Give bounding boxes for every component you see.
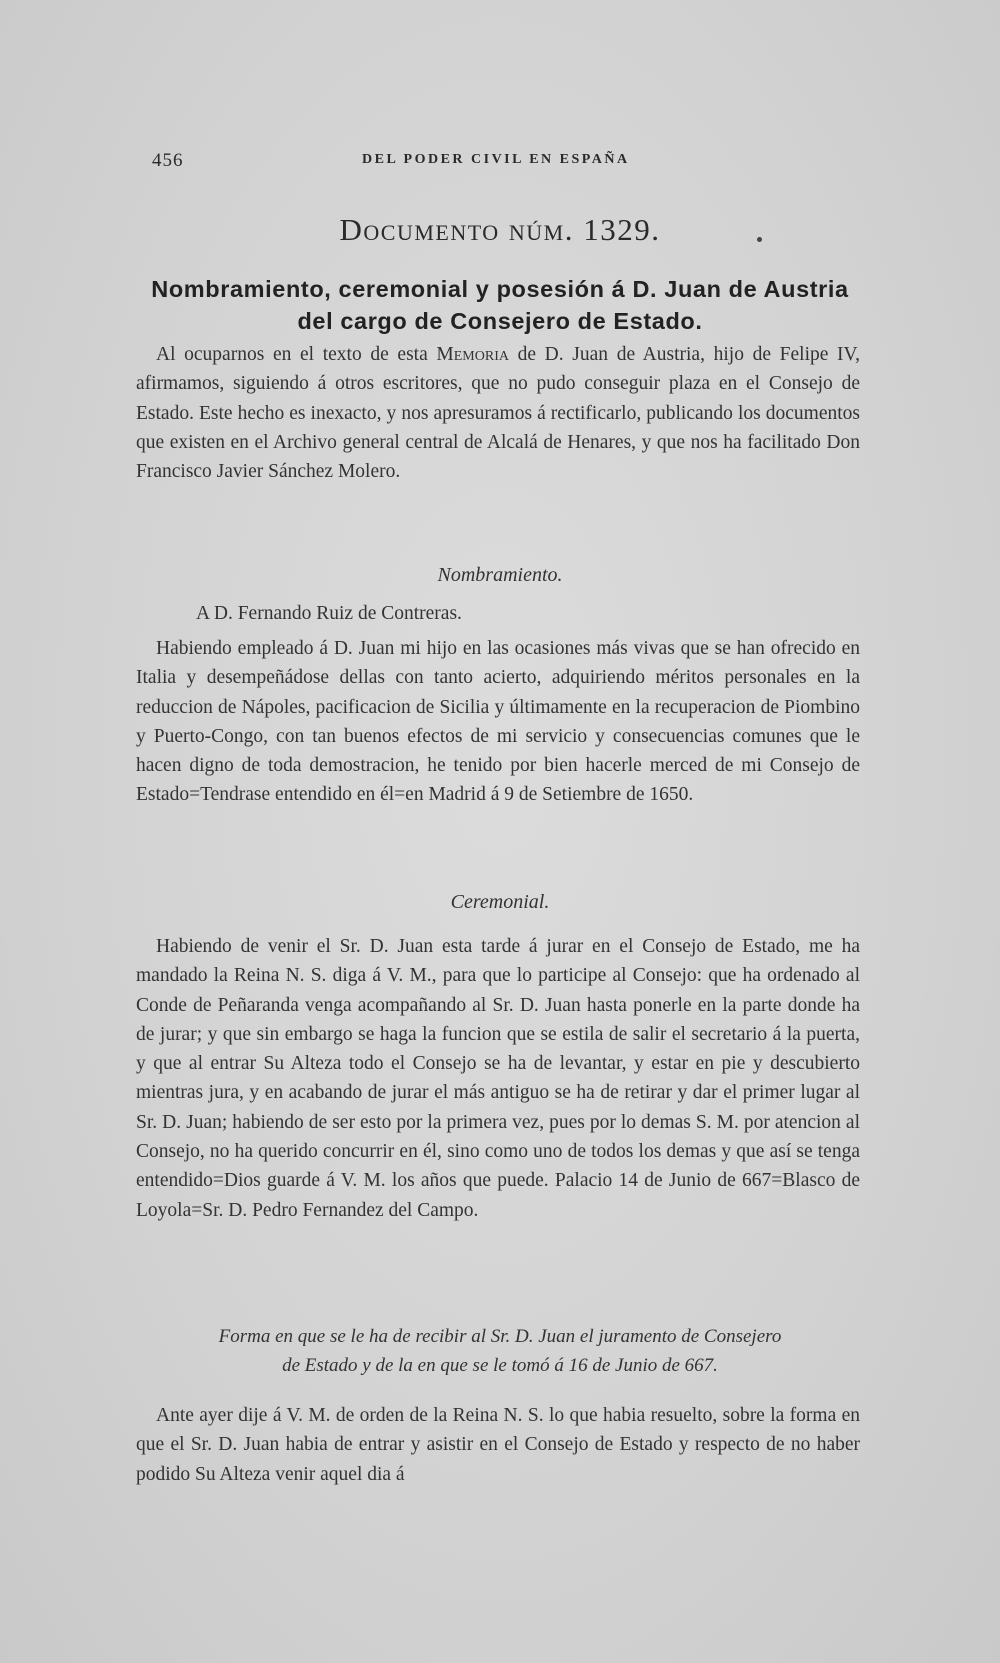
- nombramiento-text: Habiendo empleado á D. Juan mi hijo en las ocasiones más vivas que se han ofrecido en Italia y desempeñádose dellas con tanto acierto, adquiriendo méritos personales en la reduccion de Nápoles, pacificacion de Sicilia y últimamente en la recuperacion de Piombino y Puerto-Congo, con tan buenos efectos de mi servicio y consecuencias comunes que le hacen digno de toda demostracion, he tenido por bien hacerle merced de mi Consejo de Estado=Tendrase entendido en él=en Madrid á 9 de Setiembre de 1650.: [136, 638, 860, 806]
- ceremonial-heading: Ceremonial.: [450, 891, 550, 913]
- document-heading: Documento núm. 1329.: [339, 212, 661, 247]
- intro-memoria: Memoria: [436, 344, 509, 365]
- section-title: [136, 273, 864, 337]
- page-number: 456: [152, 150, 184, 171]
- intro-text-a: Al ocuparnos en el texto de esta: [156, 344, 437, 365]
- forma-heading: [136, 1322, 864, 1380]
- running-head: [152, 150, 852, 180]
- nombramiento-paragraph: [136, 634, 860, 810]
- section-title-line-1: Nombramiento, ceremonial y posesión á D. Juan de Austria: [151, 276, 849, 302]
- intro-paragraph: [136, 340, 860, 486]
- section-title-line-2: del cargo de Consejero de Estado.: [297, 308, 703, 334]
- intro-text-b: de D. Juan de Austria, hijo de Felipe IV, afirmamos, siguiendo á otros escritores, que no pudo conseguir plaza en el Consejo de Estado. Este hecho es inexacto, y nos apresuramos á rectificarlo, publicando los documentos que existen en el Archivo general central de Alcalá de Henares, y que nos ha facilitado Don Francisco Javier Sánchez Molero.: [136, 344, 860, 483]
- forma-heading-line-2: de Estado y de la en que se le tomó á 16 de Junio de 667.: [282, 1355, 718, 1376]
- running-title: DEL PODER CIVIL EN ESPAÑA: [362, 152, 630, 167]
- forma-paragraph: [136, 1401, 860, 1489]
- forma-heading-line-1: Forma en que se le ha de recibir al Sr. D. Juan el juramento de Consejero: [218, 1326, 782, 1347]
- ceremonial-paragraph: [136, 932, 860, 1225]
- nombramiento-addressee: A D. Fernando Ruiz de Contreras.: [196, 603, 462, 624]
- ceremonial-text: Habiendo de venir el Sr. D. Juan esta tarde á jurar en el Consejo de Estado, me ha mandado la Reina N. S. diga á V. M., para que lo participe al Consejo: que ha ordenado al Conde de Peñaranda venga acompañando al Sr. D. Juan hasta ponerle en la parte donde ha de jurar; y que sin embargo se haga la funcion que se estila de salir el secretario á la puerta, y que al entrar Su Alteza todo el Consejo se ha de levantar, y estar en pie y descubierto mientras jura, y en acabando de jurar el más antiguo se ha de retirar y dar el primer lugar al Sr. D. Juan; habiendo de ser esto por la primera vez, pues por lo demas S. M. por atencion al Consejo, no ha querido concurrir en él, sino como uno de todos los demas y que así se tenga entendido=Dios guarde á V. M. los años que puede. Palacio 14 de Junio de 667=Blasco de Loyola=Sr. D. Pedro Fernandez del Campo.: [136, 936, 860, 1221]
- print-speck: [757, 237, 762, 242]
- forma-text: Ante ayer dije á V. M. de orden de la Reina N. S. lo que habia resuelto, sobre la forma en que el Sr. D. Juan habia de entrar y asistir en el Consejo de Estado y respecto de no haber podido Su Alteza venir aquel dia á: [136, 1405, 860, 1485]
- nombramiento-heading: Nombramiento.: [437, 564, 563, 586]
